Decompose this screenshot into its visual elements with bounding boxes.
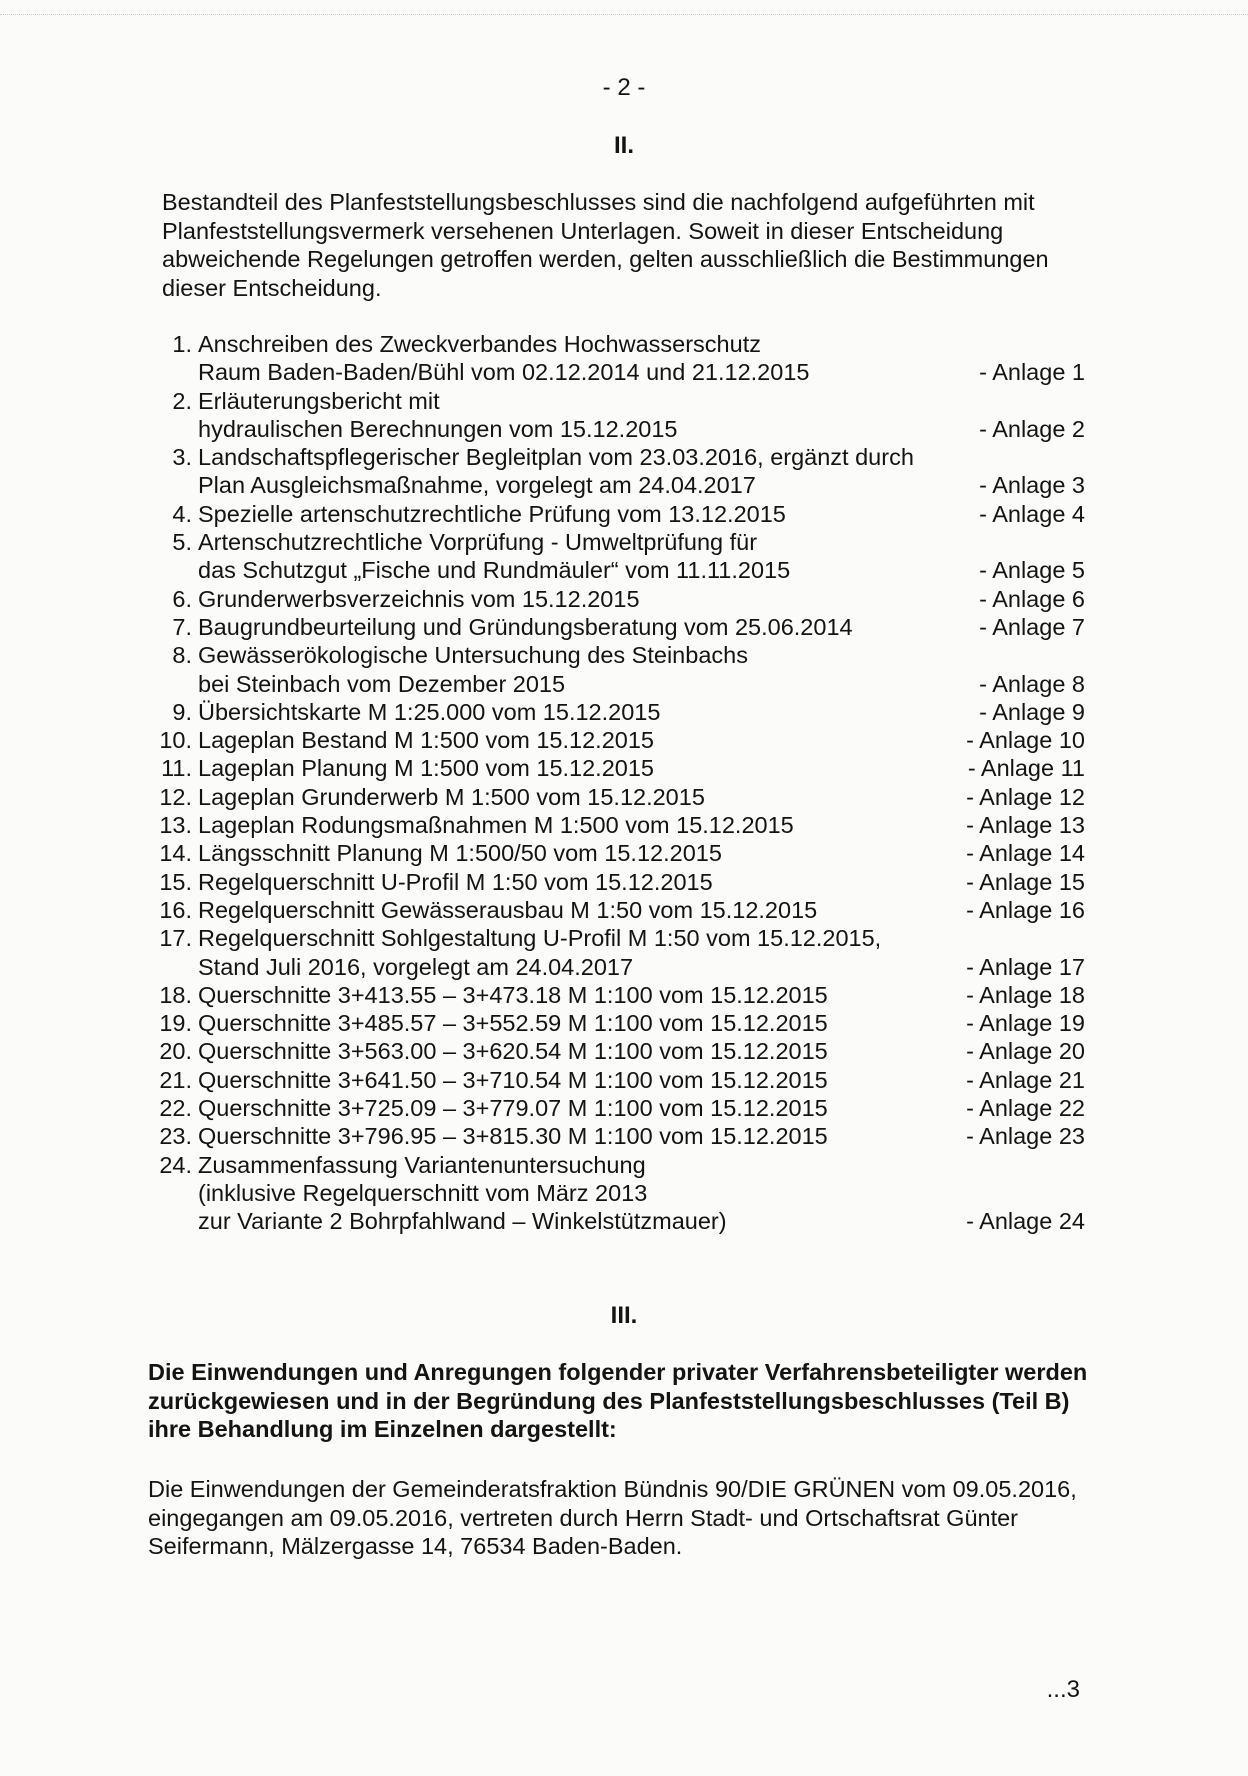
list-item-number: 21.	[159, 1066, 192, 1093]
list-item-number: 9.	[172, 698, 192, 725]
list-item-annex: - Anlage 2	[979, 415, 1085, 442]
list-item	[150, 868, 1085, 896]
list-item-number: 24.	[159, 1151, 192, 1178]
list-item	[150, 500, 1085, 528]
list-item-annex: - Anlage 11	[967, 755, 1085, 782]
list-item-number: 7.	[172, 613, 192, 640]
list-item	[150, 698, 1085, 726]
list-item-annex: - Anlage 22	[966, 1095, 1085, 1122]
list-item-title: Querschnitte 3+796.95 – 3+815.30 M 1:100 vom 15.12.2015	[198, 1123, 828, 1150]
annex-list	[150, 330, 1085, 1236]
objection-paragraph: Die Einwendungen der Gemeinderatsfraktion Bündnis 90/DIE GRÜNEN vom 09.05.2016, eingegangen am 09.05.2016, vertreten durch Herrn Stadt- und Ortschaftsrat Günter Seifermann, Mälzergasse 14, 76534 Baden-Baden.	[148, 1476, 1077, 1559]
list-item-number: 10.	[159, 727, 192, 754]
list-item-title: Grunderwerbsverzeichnis vom 15.12.2015	[198, 585, 640, 612]
list-item	[150, 1122, 1085, 1150]
list-item-annex: - Anlage 7	[979, 613, 1085, 640]
list-item	[150, 811, 1085, 839]
list-item-annex: - Anlage 9	[979, 698, 1085, 725]
list-item	[150, 1151, 1085, 1236]
list-item-annex: - Anlage 4	[979, 500, 1085, 527]
list-item-title: Artenschutzrechtliche Vorprüfung - Umweltprüfung für das Schutzgut „Fische und Rundmäuler“ vom 11.11.2015	[198, 529, 791, 584]
list-item	[150, 585, 1085, 613]
list-item-annex: - Anlage 19	[966, 1010, 1085, 1037]
list-item-number: 14.	[159, 840, 192, 867]
list-item	[150, 896, 1085, 924]
list-item-title: Regelquerschnitt Gewässerausbau M 1:50 vom 15.12.2015	[198, 896, 818, 923]
continuation-marker: ...3	[1046, 1676, 1080, 1703]
list-item-number: 11.	[161, 755, 192, 782]
list-item-annex: - Anlage 5	[979, 557, 1085, 584]
list-item-title: Lageplan Planung M 1:500 vom 15.12.2015	[198, 755, 654, 782]
list-item-number: 22.	[159, 1095, 192, 1122]
list-item-title: Längsschnitt Planung M 1:500/50 vom 15.12.2015	[198, 840, 722, 867]
list-item	[150, 754, 1085, 782]
list-item	[150, 726, 1085, 754]
list-item	[150, 1066, 1085, 1094]
list-item-annex: - Anlage 12	[966, 783, 1085, 810]
list-item-number: 19.	[159, 1010, 192, 1037]
list-item	[150, 1037, 1085, 1065]
list-item-annex: - Anlage 14	[966, 840, 1085, 867]
list-item	[150, 924, 1085, 981]
list-item-annex: - Anlage 8	[979, 670, 1085, 697]
list-item-title: Lageplan Rodungsmaßnahmen M 1:500 vom 15.12.2015	[198, 812, 794, 839]
list-item-number: 18.	[159, 981, 192, 1008]
list-item	[150, 528, 1085, 585]
list-item-annex: - Anlage 23	[966, 1123, 1085, 1150]
section-heading-iii: III.	[610, 1302, 638, 1329]
list-item-number: 23.	[159, 1123, 192, 1150]
list-item-annex: - Anlage 17	[966, 953, 1085, 980]
list-item-number: 20.	[159, 1038, 192, 1065]
list-item-title: Querschnitte 3+725.09 – 3+779.07 M 1:100 vom 15.12.2015	[198, 1095, 828, 1122]
list-item-title: Erläuterungsbericht mit hydraulischen Berechnungen vom 15.12.2015	[198, 387, 678, 442]
list-item-number: 17.	[159, 925, 192, 952]
list-item-title: Querschnitte 3+485.57 – 3+552.59 M 1:100 vom 15.12.2015	[198, 1010, 828, 1037]
list-item	[150, 613, 1085, 641]
list-item-annex: - Anlage 10	[966, 727, 1085, 754]
list-item-annex: - Anlage 18	[966, 981, 1085, 1008]
list-item-title: Lageplan Grunderwerb M 1:500 vom 15.12.2015	[198, 783, 705, 810]
list-item-number: 16.	[159, 896, 192, 923]
list-item-title: Zusammenfassung Variantenuntersuchung (inklusive Regelquerschnitt vom März 2013 zur Variante 2 Bohrpfahlwand – Winkelstützmauer)	[198, 1151, 727, 1235]
list-item-title: Übersichtskarte M 1:25.000 vom 15.12.2015	[198, 698, 661, 725]
page-number: - 2 -	[602, 74, 646, 101]
list-item-title: Anschreiben des Zweckverbandes Hochwasserschutz Raum Baden-Baden/Bühl vom 02.12.2014 und 21.12.2015	[198, 331, 810, 386]
section-iii-statement: Die Einwendungen und Anregungen folgender privater Verfahrensbeteiligter werden zurückgewiesen und in der Begründung des Planfeststellungsbeschlusses (Teil B) ihre Behandlung im Einzelnen dargestellt:	[148, 1359, 1088, 1442]
list-item-title: Gewässerökologische Untersuchung des Steinbachs bei Steinbach vom Dezember 2015	[198, 642, 748, 697]
scan-edge-line	[0, 14, 1248, 15]
list-item-title: Regelquerschnitt U-Profil M 1:50 vom 15.12.2015	[198, 868, 713, 895]
list-item	[150, 330, 1085, 387]
section-heading-ii: II.	[613, 132, 634, 159]
list-item-annex: - Anlage 24	[966, 1208, 1085, 1235]
list-item-annex: - Anlage 20	[966, 1038, 1085, 1065]
list-item-number: 2.	[172, 387, 192, 414]
list-item-annex: - Anlage 13	[966, 812, 1085, 839]
list-item-title: Regelquerschnitt Sohlgestaltung U-Profil M 1:50 vom 15.12.2015, Stand Juli 2016, vorgelegt am 24.04.2017	[198, 925, 882, 980]
list-item-number: 4.	[172, 500, 192, 527]
list-item-title: Querschnitte 3+641.50 – 3+710.54 M 1:100 vom 15.12.2015	[198, 1066, 828, 1093]
list-item-title: Querschnitte 3+413.55 – 3+473.18 M 1:100 vom 15.12.2015	[198, 981, 828, 1008]
list-item-number: 6.	[172, 585, 192, 612]
list-item-annex: - Anlage 3	[979, 472, 1085, 499]
list-item-number: 1.	[172, 331, 192, 357]
list-item-title: Spezielle artenschutzrechtliche Prüfung vom 13.12.2015	[198, 500, 786, 527]
list-item	[150, 839, 1085, 867]
list-item-annex: - Anlage 21	[966, 1066, 1085, 1093]
list-item-number: 13.	[159, 812, 192, 839]
list-item-annex: - Anlage 15	[966, 868, 1085, 895]
list-item-title: Landschaftspflegerischer Begleitplan vom 23.03.2016, ergänzt durch Plan Ausgleichsmaßnahme, vorgelegt am 24.04.2017	[198, 444, 914, 499]
list-item-title: Baugrundbeurteilung und Gründungsberatung vom 25.06.2014	[198, 613, 853, 640]
list-item-title: Querschnitte 3+563.00 – 3+620.54 M 1:100 vom 15.12.2015	[198, 1038, 828, 1065]
list-item-annex: - Anlage 6	[979, 585, 1085, 612]
list-item	[150, 1009, 1085, 1037]
list-item	[150, 1094, 1085, 1122]
list-item-number: 5.	[172, 529, 192, 556]
list-item-number: 3.	[172, 444, 192, 471]
list-item-number: 15.	[159, 868, 192, 895]
list-item-annex: - Anlage 16	[966, 896, 1085, 923]
list-item	[150, 443, 1085, 500]
list-item	[150, 387, 1085, 444]
section-ii-intro: Bestandteil des Planfeststellungsbeschlusses sind die nachfolgend aufgeführten mit Planfeststellungsvermerk versehenen Unterlagen. Soweit in dieser Entscheidung abweichende Regelungen getroffen werden, gelten ausschließlich die Bestimmungen dieser Entscheidung.	[162, 189, 1049, 301]
list-item	[150, 783, 1085, 811]
list-item-number: 8.	[172, 642, 192, 669]
list-item-title: Lageplan Bestand M 1:500 vom 15.12.2015	[198, 727, 654, 754]
list-item	[150, 641, 1085, 698]
list-item-number: 12.	[159, 783, 192, 810]
list-item	[150, 981, 1085, 1009]
list-item-annex: - Anlage 1	[979, 359, 1085, 386]
